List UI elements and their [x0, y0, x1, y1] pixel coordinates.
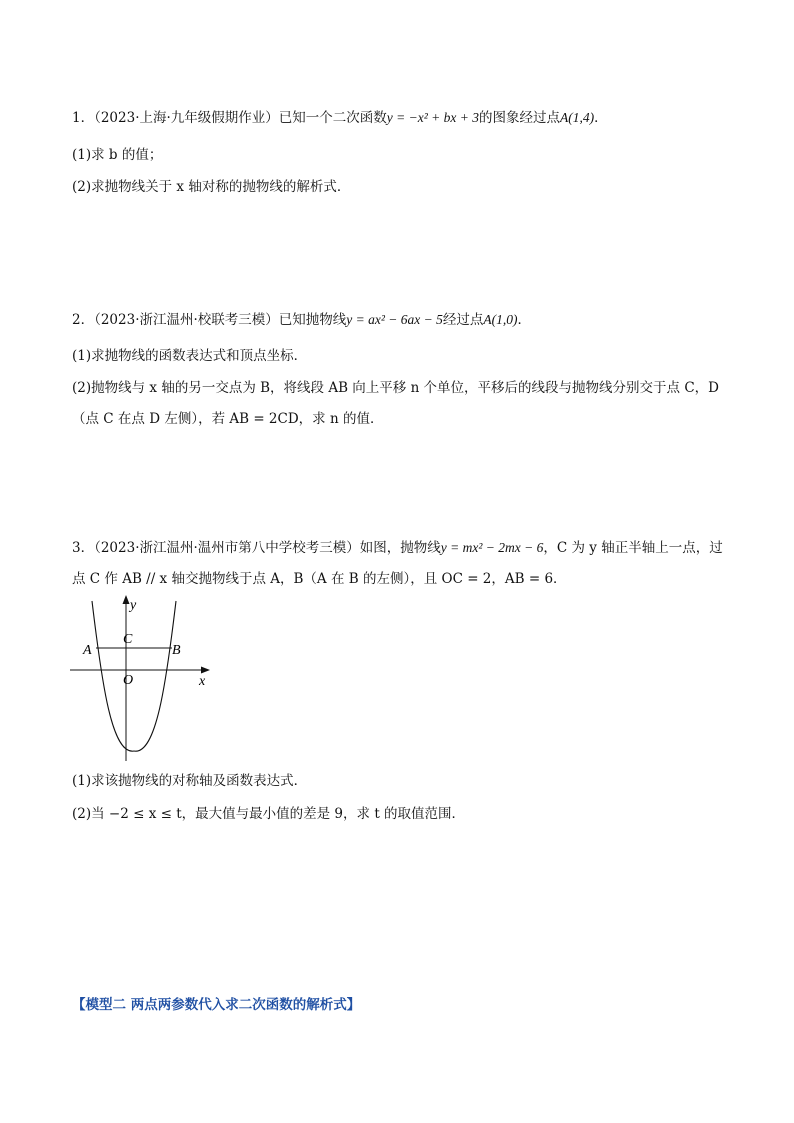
problem2-point: A(1,0) [483, 312, 518, 327]
problem3-prefix: 3．（2023·浙江温州·温州市第八中学校考三模）如图，抛物线 [72, 540, 441, 556]
problem3-equation: y = mx² − 2mx − 6 [440, 540, 544, 555]
parabola-figure [66, 593, 216, 763]
problem3-part2: (2)当 −2 ≤ x ≤ t，最大值与最小值的差是 9，求 t 的取值范围． [72, 806, 466, 822]
problem3-suffix: ，C 为 y 轴正半轴上一点，过 [543, 540, 723, 556]
problem2-prefix: 2．（2023·浙江温州·校联考三模）已知抛物线 [72, 312, 347, 328]
problem2-equation: y = ax² − 6ax − 5 [346, 312, 443, 327]
problem2-end: ． [517, 312, 532, 328]
problem1-suffix: 的图象经过点 [479, 110, 560, 126]
y-axis-arrow [123, 595, 130, 604]
label-o: O [123, 673, 134, 688]
x-axis-arrow [201, 667, 210, 674]
problem3-stem-line2: 点 C 作 AB // x 轴交抛物线于点 A，B（A 在 B 的左侧），且 OC = 2，AB = 6． [72, 571, 567, 587]
label-x: x [199, 674, 206, 689]
problem1-point: A(1,4) [560, 110, 595, 125]
problem3-part1: (1)求该抛物线的对称轴及函数表达式． [72, 773, 308, 789]
problem1-part2: (2)求抛物线关于 x 轴对称的抛物线的解析式． [72, 179, 351, 195]
problem2-stem [72, 311, 531, 329]
section-heading: 【模型二 两点两参数代入求二次函数的解析式】 [72, 997, 361, 1013]
problem2-part1: (1)求抛物线的函数表达式和顶点坐标． [72, 348, 308, 364]
label-b: B [172, 643, 181, 658]
problem1-part1: (1)求 b 的值； [72, 147, 163, 163]
parabola-curve [92, 601, 176, 751]
problem2-part2-line1: (2)抛物线与 x 轴的另一交点为 B，将线段 AB 向上平移 n 个单位，平移后的线段与抛物线分别交于点 C，D [72, 380, 720, 396]
problem1-prefix: 1．（2023·上海·九年级假期作业）已知一个二次函数 [72, 110, 387, 126]
problem1-equation: y = −x² + bx + 3 [386, 110, 479, 125]
label-y: y [130, 598, 137, 613]
label-a: A [83, 643, 92, 658]
problem2-suffix: 经过点 [442, 312, 484, 328]
problem2-part2-line2: （点 C 在点 D 左侧），若 AB = 2CD，求 n 的值． [72, 411, 384, 427]
problem1-end: ． [594, 110, 608, 126]
problem1-stem [72, 109, 608, 127]
problem3-stem [72, 539, 723, 557]
label-c: C [123, 632, 133, 647]
